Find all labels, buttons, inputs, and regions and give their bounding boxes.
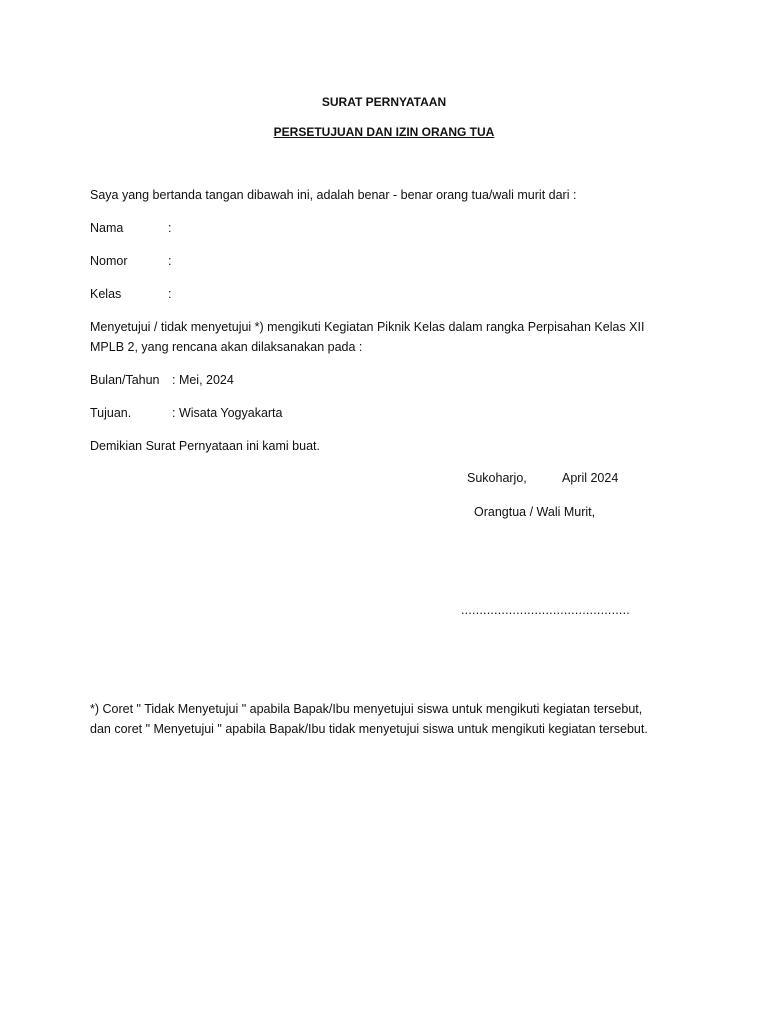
intro-text: Saya yang bertanda tangan dibawah ini, adalah benar - benar orang tua/wali murit dari :: [90, 188, 577, 202]
tujuan-value: : Wisata Yogyakarta: [172, 406, 283, 420]
signer-role: Orangtua / Wali Murit,: [474, 505, 596, 519]
tujuan-row: [90, 406, 282, 421]
closing-text: Demikian Surat Pernyataan ini kami buat.: [90, 439, 320, 453]
bulan-value: : Mei, 2024: [172, 373, 234, 387]
field-label-nama: Nama: [90, 221, 124, 235]
agreement-line-1: Menyetujui / tidak menyetujui *) mengikuti Kegiatan Piknik Kelas dalam rangka Perpisahan Kelas XII: [90, 320, 645, 334]
field-sep-nama: :: [168, 221, 172, 235]
place-text: Sukoharjo,: [467, 471, 527, 485]
document-subtitle: PERSETUJUAN DAN IZIN ORANG TUA: [273, 125, 495, 139]
field-row-nama: [90, 221, 171, 236]
field-label-kelas: Kelas: [90, 287, 122, 301]
bulan-row: [90, 373, 234, 388]
signature-line: ..............................................: [461, 603, 630, 617]
footnote-line-2: dan coret " Menyetujui " apabila Bapak/Ibu tidak menyetujui siswa untuk mengikuti kegiatan tersebut.: [90, 722, 648, 736]
place-date: [467, 471, 618, 486]
tujuan-label: Tujuan.: [90, 406, 132, 420]
field-row-kelas: [90, 287, 171, 302]
field-row-nomor: [90, 254, 171, 269]
agreement-line-2: MPLB 2, yang rencana akan dilaksanakan pada :: [90, 340, 363, 354]
field-label-nomor: Nomor: [90, 254, 128, 268]
footnote-line-1: *) Coret " Tidak Menyetujui " apabila Bapak/Ibu menyetujui siswa untuk mengikuti kegiatan tersebut,: [90, 702, 643, 716]
field-sep-nomor: :: [168, 254, 172, 268]
bulan-label: Bulan/Tahun: [90, 373, 160, 387]
field-sep-kelas: :: [168, 287, 172, 301]
date-text: April 2024: [562, 471, 619, 485]
document-title: SURAT PERNYATAAN: [321, 95, 447, 109]
